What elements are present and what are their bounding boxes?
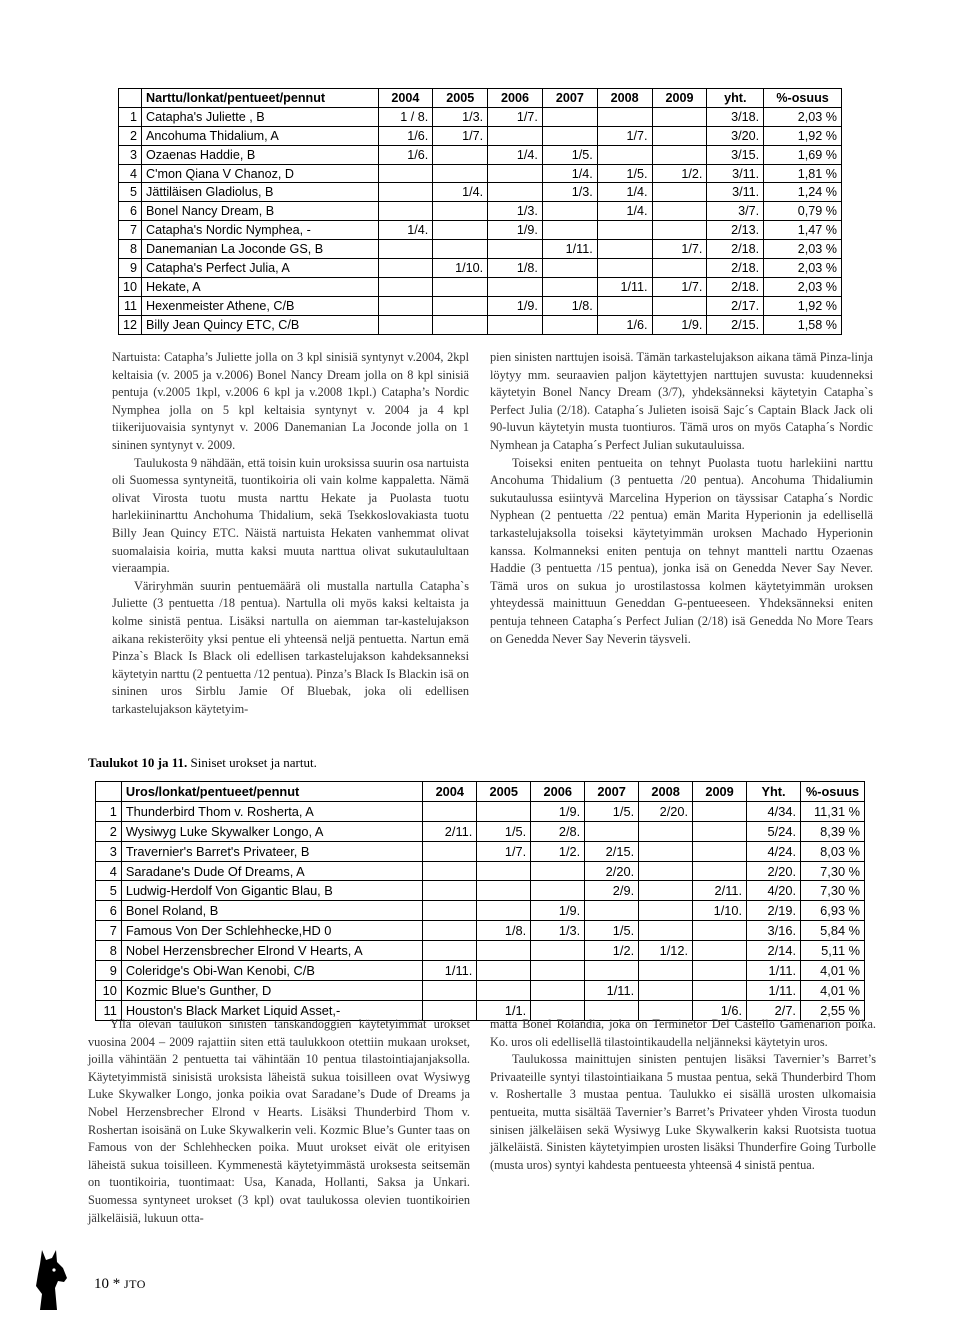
paragraph: Yllä olevan taulukon sinisten tanskandoggien käytetyimmät urokset vuosina 2004 – 2009 rajattiin siten että taulukkoon otettiin mukaan urokset, joilla vähintään 2 pentuetta tai vähintään 10 pentua tilastointiajanjaksolla. Käytetyimmistä sinisistä uroksista läheistä sukua toisilleen ovat Wysiwyg Luke Skywalker Longo, jonka poikia ovat Saradane’s Dude of Dreams ja Nobel Herzensbrecher Elrond v Hearts. Lisäksi Thunderbird Thom v. Roshertan isoisänä on Luke Skywalkerin veli. Kozmic Blue’s Gunter taas on Famous von der Schlehhecken poika. Muut urokset eivät ole erityisen läheistä sukua toisilleen. Kymmenestä käytetyimmästä uroksesta seitsemän on tuontikoiria, tuontimaat: Usa, Kanada, Hollanti, Saksa ja Unkari. Suomessa syntyneet urokset (3 kpl) ovat taulukossa olevien tuontikoirien jälkeläisiä, lukuun otta- — [88, 1017, 470, 1225]
table-cell — [433, 145, 488, 164]
table-cell: 3/15. — [707, 145, 764, 164]
page-footer — [30, 1248, 230, 1308]
column-header: 2007 — [542, 89, 597, 108]
table-cell — [693, 941, 747, 961]
column-header: Narttu/lonkat/pentueet/pennut — [142, 89, 378, 108]
table-cell: 1/8. — [477, 921, 531, 941]
table-row — [119, 240, 842, 259]
table-cell — [652, 202, 707, 221]
table-cell: 2/15. — [585, 841, 639, 861]
column-header: 2009 — [652, 89, 707, 108]
dog-name-cell: Ancohuma Thidalium, A — [142, 126, 378, 145]
table-row — [119, 164, 842, 183]
table-cell — [423, 801, 477, 821]
table-cell — [542, 221, 597, 240]
table-cell: 1/11. — [542, 240, 597, 259]
table-row — [119, 296, 842, 315]
table-row — [119, 202, 842, 221]
table-cell — [639, 841, 693, 861]
table-cell — [597, 240, 652, 259]
dog-name-cell: Jättiläisen Gladiolus, B — [142, 183, 378, 202]
paragraph: Nartuista: Catapha’s Juliette jolla on 3 kpl sinisiä syntynyt v.2004, 2kpl keltaisia (v. 2005 ja v.2006) Bonel Nancy Dream jolla on 8 kpl sinisiä pentuja (v.2005 1kpl, v.2006 6 kpl ja v.2008 1kpl.) Catapha’s Nordic Nymphea jolla on 5 kpl keltaisia syntynyt v. 2004 ja 4 kpl tiikerijuovaisia syntynyt v. 2006 Danemanian La Joconde jolla on 1 sininen syntynyt v. 2009. — [112, 350, 469, 452]
row-number: 7 — [119, 221, 142, 240]
table-cell — [542, 126, 597, 145]
table-row — [96, 961, 865, 981]
table-cell — [597, 221, 652, 240]
table-cell: 4/24. — [747, 841, 801, 861]
table-row — [119, 183, 842, 202]
table-cell — [488, 126, 543, 145]
table-cell — [542, 107, 597, 126]
table-cell — [477, 980, 531, 1000]
table-cell: 1,58 % — [764, 315, 842, 334]
table-row — [96, 901, 865, 921]
table-cell — [477, 901, 531, 921]
table-cell: 2/20. — [639, 801, 693, 821]
table-row — [119, 315, 842, 334]
table-cell: 4/34. — [747, 801, 801, 821]
table-cell: 1/3. — [531, 921, 585, 941]
table-females — [118, 88, 842, 335]
column-header: 2004 — [423, 782, 477, 802]
table-cell — [531, 881, 585, 901]
row-number: 1 — [119, 107, 142, 126]
table-cell: 1,24 % — [764, 183, 842, 202]
table-cell: 1/6. — [378, 145, 433, 164]
row-number: 2 — [119, 126, 142, 145]
table-cell: 1/7. — [433, 126, 488, 145]
table-cell: 1/6. — [693, 1000, 747, 1020]
table-cell — [378, 240, 433, 259]
table-cell: 1/11. — [585, 980, 639, 1000]
table-cell: 1/1. — [477, 1000, 531, 1020]
paragraph: Taulukosta 9 nähdään, että toisin kuin uroksissa suurin osa nartuista oli Suomessa syntyneitä, tuontikoiria oli vain kolme kappaletta. Nämä olivat Virosta tuotu musta narttu Hekate ja Puolasta tuotu harlekiininarttu Anchohuma Thidalium, sekä Tsekkoslovakiasta tuotu Billy Jean Quincy ETC. Näistä nartuista Hekaten vanhemmat olivat suomalaisia koiria, mutta kaksi muuta narttua olivat sukutaulultaan vieraampia. — [112, 455, 469, 576]
table-cell — [531, 980, 585, 1000]
table-cell — [477, 861, 531, 881]
dog-name-cell: Travernier's Barret's Privateer, B — [121, 841, 423, 861]
paragraph: pien sinisten narttujen isoisä. Tämän tarkastelujakson aikana tämä Pinza-linja löytyy mm. seuraavien paljon käytettyjen narttujen suvusta: kuudenneksi käytetyin Bonel Nancy Dream (3/7), yhdeksänneksi käytetyin Catapha`s Perfect Julia (2/18). Catapha´s Julieten isoisä Sajc´s Captain Black Jack oli 90-luvun käytetyin musta tuontiuros. Tämä uros on myös Catapha´s Nordic Nymhean ja Catapha´s Perfect Julian sukutauluissa. — [490, 350, 873, 452]
table-cell: 3/11. — [707, 183, 764, 202]
row-number: 11 — [96, 1000, 122, 1020]
table-cell: 2/14. — [747, 941, 801, 961]
table-row — [119, 107, 842, 126]
table-row — [96, 821, 865, 841]
dog-name-cell: Kozmic Blue's Gunther, D — [121, 980, 423, 1000]
column-header: %-osuus — [764, 89, 842, 108]
dog-name-cell: Bonel Roland, B — [121, 901, 423, 921]
table-cell — [477, 881, 531, 901]
dog-name-cell: Coleridge's Obi-Wan Kenobi, C/B — [121, 961, 423, 981]
row-number: 2 — [96, 821, 122, 841]
table-cell — [488, 315, 543, 334]
table-cell: 1/4. — [542, 164, 597, 183]
table-cell: 1/7. — [652, 240, 707, 259]
column-header — [119, 89, 142, 108]
paragraph: Väriryhmän suurin pentuemäärä oli mustalla nartulla Catapha`s Juliette (3 pentuetta /18 pentua). Nartulla oli myös kaksi keltaista ja kolme sinistä pentua. Lisäksi nartulla on aiemman tar-kastelujakson aikana rekisteröity yksi pentue eli yhteensä neljä pentuetta. Nartun emä Pinza`s Black Is Black oli edellisen tarkastelujakson kahdeksanneksi käytetyin narttu (2 pentuetta /12 pentua). Pinza’s Black Is Blackin isä on sininen uros Sirblu Jamie Of Bluebak, joka oli edellisen tarkastelujakson käytetyim- — [112, 578, 469, 716]
table-cell: 1/9. — [531, 801, 585, 821]
table-cell — [378, 183, 433, 202]
table-cell — [542, 202, 597, 221]
caption-text: Siniset urokset ja nartut. — [187, 755, 317, 770]
table-cell: 1/7. — [477, 841, 531, 861]
table-cell: 1/11. — [597, 277, 652, 296]
table-cell — [378, 202, 433, 221]
table-cell — [378, 259, 433, 278]
table-cell: 2/20. — [747, 861, 801, 881]
table-cell: 4,01 % — [801, 961, 865, 981]
table-cell: 1/2. — [652, 164, 707, 183]
table-cell: 1/11. — [747, 980, 801, 1000]
dog-name-cell: Catapha's Juliette , B — [142, 107, 378, 126]
table-cell: 1/9. — [488, 221, 543, 240]
column-header: Yht. — [747, 782, 801, 802]
table-cell: 1/2. — [585, 941, 639, 961]
column-header: yht. — [707, 89, 764, 108]
dog-name-cell: C'mon Qiana V Chanoz, D — [142, 164, 378, 183]
table-cell: 1/7. — [488, 107, 543, 126]
table-cell: 1/4. — [433, 183, 488, 202]
table-row — [96, 841, 865, 861]
table-cell: 11,31 % — [801, 801, 865, 821]
table-cell: 1/5. — [542, 145, 597, 164]
table-cell: 1/6. — [597, 315, 652, 334]
row-number: 4 — [96, 861, 122, 881]
table-cell — [693, 961, 747, 981]
table-cell — [652, 259, 707, 278]
dog-name-cell: Thunderbird Thom v. Rosherta, A — [121, 801, 423, 821]
column-header: 2006 — [488, 89, 543, 108]
table-cell — [585, 901, 639, 921]
dog-name-cell: Billy Jean Quincy ETC, C/B — [142, 315, 378, 334]
table-cell — [597, 107, 652, 126]
table-cell: 0,79 % — [764, 202, 842, 221]
table-cell: 1/9. — [531, 901, 585, 921]
table-cell — [597, 145, 652, 164]
table-cell — [639, 901, 693, 921]
table-cell: 2,55 % — [801, 1000, 865, 1020]
table-cell — [542, 259, 597, 278]
table-row — [96, 980, 865, 1000]
table-cell: 1/5. — [597, 164, 652, 183]
table-cell — [433, 240, 488, 259]
table-cell — [488, 164, 543, 183]
table-cell: 1/10. — [433, 259, 488, 278]
table-cell: 2/17. — [707, 296, 764, 315]
table-row — [96, 801, 865, 821]
table-cell — [423, 980, 477, 1000]
table-cell: 7,30 % — [801, 881, 865, 901]
table-cell: 2/18. — [707, 240, 764, 259]
table-cell: 2/18. — [707, 277, 764, 296]
table-cell — [433, 202, 488, 221]
table-cell — [693, 821, 747, 841]
dog-name-cell: Catapha's Nordic Nymphea, - — [142, 221, 378, 240]
table-cell: 1/11. — [423, 961, 477, 981]
row-number: 3 — [119, 145, 142, 164]
great-dane-head-icon — [30, 1248, 70, 1312]
table-cell — [639, 921, 693, 941]
paragraph: Taulukossa mainittujen sinisten pentujen lisäksi Tavernier’s Barret’s Privaateille syntyi tilastointiaikana 5 mustaa pentua, sekä Thunderbird Thom v. Roshertalle 3 mustaa pentua. Taulukko ei sisällä urosten ulkomaisia pentueita, mutta sisältää Tavernier’s Barret’s Privateer yhden Virosta tuodun sinisen jälkeläisen sekä Wysiwyg Luke Skywalkerin kaksi Ruotsista tuotua jälkeläistä. Sinisten käytetyimpien urosten lisäksi Thunderfire Going Turbolle (musta uros) syntyi kahdesta pentueesta yhteensä 4 sinistä pentua. — [490, 1052, 876, 1172]
table-cell — [693, 921, 747, 941]
table-cell — [477, 941, 531, 961]
table-cell — [652, 221, 707, 240]
table-cell: 1/7. — [652, 277, 707, 296]
table-cell: 3/20. — [707, 126, 764, 145]
dog-name-cell: Famous Von Der Schlehhecke,HD 0 — [121, 921, 423, 941]
table-cell: 5,84 % — [801, 921, 865, 941]
table-cell: 1/8. — [542, 296, 597, 315]
table-cell — [542, 277, 597, 296]
dog-name-cell: Ozaenas Haddie, B — [142, 145, 378, 164]
table-cell — [488, 240, 543, 259]
table-cell — [433, 315, 488, 334]
table-cell: 4/20. — [747, 881, 801, 901]
table-cell — [639, 821, 693, 841]
table-cell — [652, 296, 707, 315]
table-cell: 2/9. — [585, 881, 639, 901]
table-cell: 1,92 % — [764, 126, 842, 145]
table-cell — [531, 941, 585, 961]
table-cell: 1/10. — [693, 901, 747, 921]
magazine-name: JTO — [124, 1277, 146, 1291]
column-header: 2008 — [639, 782, 693, 802]
table-cell — [693, 801, 747, 821]
table-row — [96, 861, 865, 881]
column-header: 2007 — [585, 782, 639, 802]
table-cell: 3/16. — [747, 921, 801, 941]
table-cell — [378, 315, 433, 334]
table-cell: 1/5. — [585, 801, 639, 821]
table-cell: 1/2. — [531, 841, 585, 861]
table-cell: 1/12. — [639, 941, 693, 961]
table-cell: 1/3. — [433, 107, 488, 126]
table-cell — [639, 881, 693, 901]
table-cell: 1/3. — [542, 183, 597, 202]
table-cell: 3/11. — [707, 164, 764, 183]
table-cell: 1,69 % — [764, 145, 842, 164]
table-row — [119, 259, 842, 278]
row-number: 5 — [119, 183, 142, 202]
page-number — [94, 1276, 146, 1293]
table-cell — [693, 861, 747, 881]
table-males — [95, 781, 865, 1021]
table-cell — [652, 145, 707, 164]
table-cell: 7,30 % — [801, 861, 865, 881]
row-number: 9 — [96, 961, 122, 981]
table-cell — [652, 107, 707, 126]
row-number: 8 — [119, 240, 142, 259]
table-cell: 2,03 % — [764, 259, 842, 278]
table-cell — [652, 183, 707, 202]
table-cell — [597, 296, 652, 315]
column-header: 2004 — [378, 89, 433, 108]
table-cell: 2/13. — [707, 221, 764, 240]
table-cell — [531, 961, 585, 981]
table-cell: 1/11. — [747, 961, 801, 981]
table-cell: 2/11. — [423, 821, 477, 841]
table-header-row — [119, 89, 842, 108]
table-cell: 1/4. — [597, 183, 652, 202]
table-cell — [433, 277, 488, 296]
paragraph: Toiseksi eniten pentueita on tehnyt Puolasta tuotu harlekiini narttu Ancohuma Thidalium (3 pentuetta /20 pentua). Ancohuma Thidaliumin sukutaulussa esiintyvä Marcelina Hyperion on täyssisar Catapha´s Nordic Nyphean (2 pentuetta /22 pentua) emän Marita Hyperionin ja edellisellä tarkastelujaksolla toiseksi käytetyimmän uroksen Machado Hyperionin kanssa. Kolmanneksi eniten pentuja on tehnyt mantteli narttu Ozaenas Haddie (3 pentuetta /15 pentua), jonka isä on Genedda Never Say Never. Tämä uros on sukua jo urostilastossa kolmen käytetyimmän uroksen yhteydessä mainittuun Geneddan G-pentueeseen. Yhdeksänneksi eniten pentuja tehneen Catapha´s Perfect Julian (2/18) isä Genedda No More Tears on Genedda Never Say Neverin täysveli. — [490, 455, 873, 646]
table-cell: 2,03 % — [764, 107, 842, 126]
column-header: 2006 — [531, 782, 585, 802]
table-cell: 1 / 8. — [378, 107, 433, 126]
dog-name-cell: Hexenmeister Athene, C/B — [142, 296, 378, 315]
table-cell: 1/9. — [488, 296, 543, 315]
row-number: 8 — [96, 941, 122, 961]
column-header: %-osuus — [801, 782, 865, 802]
table-cell: 1,81 % — [764, 164, 842, 183]
column-header: Uros/lonkat/pentueet/pennut — [121, 782, 423, 802]
table-cell — [433, 296, 488, 315]
table-row — [119, 221, 842, 240]
table-cell: 1,92 % — [764, 296, 842, 315]
text-column-1 — [112, 349, 469, 718]
table-cell: 2/18. — [707, 259, 764, 278]
table-cell — [423, 881, 477, 901]
row-number: 6 — [96, 901, 122, 921]
table-cell: 4,01 % — [801, 980, 865, 1000]
table-cell: 1/9. — [652, 315, 707, 334]
row-number: 3 — [96, 841, 122, 861]
row-number: 7 — [96, 921, 122, 941]
table-cell: 5/24. — [747, 821, 801, 841]
paragraph: matta Bonel Rolandia, joka on Terminetor Del Castello Gamenarion poika. Ko. uros oli edellisellä tilastointikaudella neljänneksi käytetyin uros. — [490, 1017, 876, 1049]
caption-label: Taulukot 10 ja 11. — [88, 755, 188, 770]
column-header: 2005 — [433, 89, 488, 108]
table-cell — [639, 961, 693, 981]
table-cell — [597, 259, 652, 278]
column-header: 2005 — [477, 782, 531, 802]
table-cell — [639, 980, 693, 1000]
table-cell — [477, 801, 531, 821]
column-header — [96, 782, 122, 802]
table-cell: 3/7. — [707, 202, 764, 221]
dog-name-cell: Saradane's Dude Of Dreams, A — [121, 861, 423, 881]
table-row — [96, 921, 865, 941]
dog-name-cell: Houston's Black Market Liquid Asset,- — [121, 1000, 423, 1020]
table-cell: 1/4. — [597, 202, 652, 221]
table-cell — [433, 221, 488, 240]
text-column-2 — [490, 349, 873, 648]
dog-name-cell: Hekate, A — [142, 277, 378, 296]
row-number: 1 — [96, 801, 122, 821]
table-cell — [585, 961, 639, 981]
table-cell — [542, 315, 597, 334]
dog-name-cell: Ludwig-Herdolf Von Gigantic Blau, B — [121, 881, 423, 901]
table-cell — [423, 941, 477, 961]
table-cell — [433, 164, 488, 183]
table-cell — [477, 961, 531, 981]
table-cell — [693, 980, 747, 1000]
table-cell: 6,93 % — [801, 901, 865, 921]
table-cell: 8,03 % — [801, 841, 865, 861]
table-cell: 1/4. — [378, 221, 433, 240]
table-cell — [639, 861, 693, 881]
table-row — [119, 126, 842, 145]
column-header: 2008 — [597, 89, 652, 108]
table-cell — [423, 901, 477, 921]
table-cell — [531, 861, 585, 881]
table-cell — [378, 164, 433, 183]
table-cell: 2/7. — [747, 1000, 801, 1020]
table-cell — [652, 126, 707, 145]
row-number: 10 — [119, 277, 142, 296]
table-cell: 1/6. — [378, 126, 433, 145]
dog-name-cell: Bonel Nancy Dream, B — [142, 202, 378, 221]
row-number: 6 — [119, 202, 142, 221]
table-cell: 2/20. — [585, 861, 639, 881]
table-cell: 2/8. — [531, 821, 585, 841]
table-cell — [693, 841, 747, 861]
table-cell — [378, 296, 433, 315]
table-cell: 2,03 % — [764, 277, 842, 296]
table-cell: 2/11. — [693, 881, 747, 901]
row-number: 12 — [119, 315, 142, 334]
row-number: 9 — [119, 259, 142, 278]
page-number-text: 10 * — [94, 1276, 124, 1292]
text-column-3 — [88, 1016, 470, 1227]
table-cell: 1/4. — [488, 145, 543, 164]
dog-name-cell: Catapha's Perfect Julia, A — [142, 259, 378, 278]
row-number: 5 — [96, 881, 122, 901]
table-cell — [488, 277, 543, 296]
table-cell: 2,03 % — [764, 240, 842, 259]
table-row — [119, 145, 842, 164]
dog-name-cell: Nobel Herzensbrecher Elrond V Hearts, A — [121, 941, 423, 961]
table-cell: 1/8. — [488, 259, 543, 278]
row-number: 10 — [96, 980, 122, 1000]
table-row — [96, 881, 865, 901]
table-caption — [88, 755, 317, 771]
table-row — [96, 941, 865, 961]
table-cell: 3/18. — [707, 107, 764, 126]
table-header-row — [96, 782, 865, 802]
table-cell: 2/19. — [747, 901, 801, 921]
table-cell — [423, 921, 477, 941]
table-row — [119, 277, 842, 296]
table-cell — [423, 841, 477, 861]
row-number: 4 — [119, 164, 142, 183]
table-cell: 1/3. — [488, 202, 543, 221]
table-cell: 1/5. — [477, 821, 531, 841]
table-cell: 5,11 % — [801, 941, 865, 961]
table-cell — [585, 821, 639, 841]
table-cell: 1,47 % — [764, 221, 842, 240]
column-header: 2009 — [693, 782, 747, 802]
dog-name-cell: Danemanian La Joconde GS, B — [142, 240, 378, 259]
table-cell: 1/7. — [597, 126, 652, 145]
table-cell: 1/5. — [585, 921, 639, 941]
table-cell — [378, 277, 433, 296]
table-cell: 2/15. — [707, 315, 764, 334]
dog-name-cell: Wysiwyg Luke Skywalker Longo, A — [121, 821, 423, 841]
table-cell — [423, 861, 477, 881]
text-column-4 — [490, 1016, 876, 1174]
row-number: 11 — [119, 296, 142, 315]
table-cell — [488, 183, 543, 202]
table-cell: 8,39 % — [801, 821, 865, 841]
